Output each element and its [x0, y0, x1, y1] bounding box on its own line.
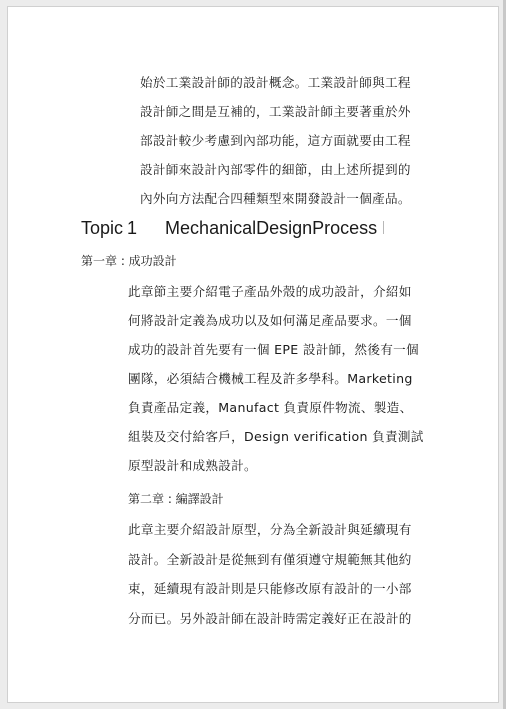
text-line: 束，延續現有設計則是只能修改原有設計的一小部 — [128, 581, 412, 596]
text-line: 負責產品定義，Manufact 負責原件物流、製造、 — [128, 400, 413, 415]
text-line: 內外向方法配合四種類型來開發設計一個產品。 — [140, 191, 411, 206]
text-line: 原型設計和成熟設計。 — [128, 458, 257, 473]
document-page — [7, 6, 499, 703]
text-line: 何將設計定義為成功以及如何滿足產品要求。一個 — [128, 313, 412, 328]
text-line: 設計師來設計內部零件的細節，由上述所提到的 — [140, 162, 411, 177]
text-line: 成功的設計首先要有一個 EPE 設計師，然後有一個 — [128, 342, 419, 357]
chapter2-heading: 第二章 : 編譯設計 — [128, 492, 224, 506]
text-line: 始於工業設計師的設計概念。工業設計師與工程 — [140, 75, 411, 90]
text-line: 組裝及交付給客戶，Design verification 負責測試 — [128, 429, 424, 444]
text-line: 部設計較少考慮到內部功能，這方面就要由工程 — [140, 133, 411, 148]
topic-label: Topic — [81, 218, 124, 238]
chapter2-paragraph — [128, 515, 428, 633]
topic-title: MechanicalDesignProcess — [165, 218, 378, 238]
text-line: 設計。全新設計是從無到有僅須遵守規範無其他約 — [128, 551, 412, 567]
topic-number: 1 — [127, 218, 138, 238]
text-line: 此章節主要介紹電子產品外殼的成功設計，介紹如 — [128, 284, 412, 299]
text-line: 團隊，必須結合機械工程及許多學科。Marketing — [128, 371, 413, 386]
topic-heading — [81, 218, 377, 239]
text-line: 此章主要介紹設計原型，分為全新設計與延續現有 — [128, 522, 412, 537]
chapter1-heading: 第一章 : 成功設計 — [81, 254, 177, 268]
chapter1-paragraph — [128, 277, 428, 480]
text-line: 分而已。另外設計師在設計時需定義好正在設計的 — [128, 610, 412, 626]
text-line: 設計師之間是互補的，工業設計師主要著重於外 — [140, 104, 411, 119]
intro-paragraph — [140, 68, 432, 213]
text-cursor-mark — [383, 221, 384, 234]
